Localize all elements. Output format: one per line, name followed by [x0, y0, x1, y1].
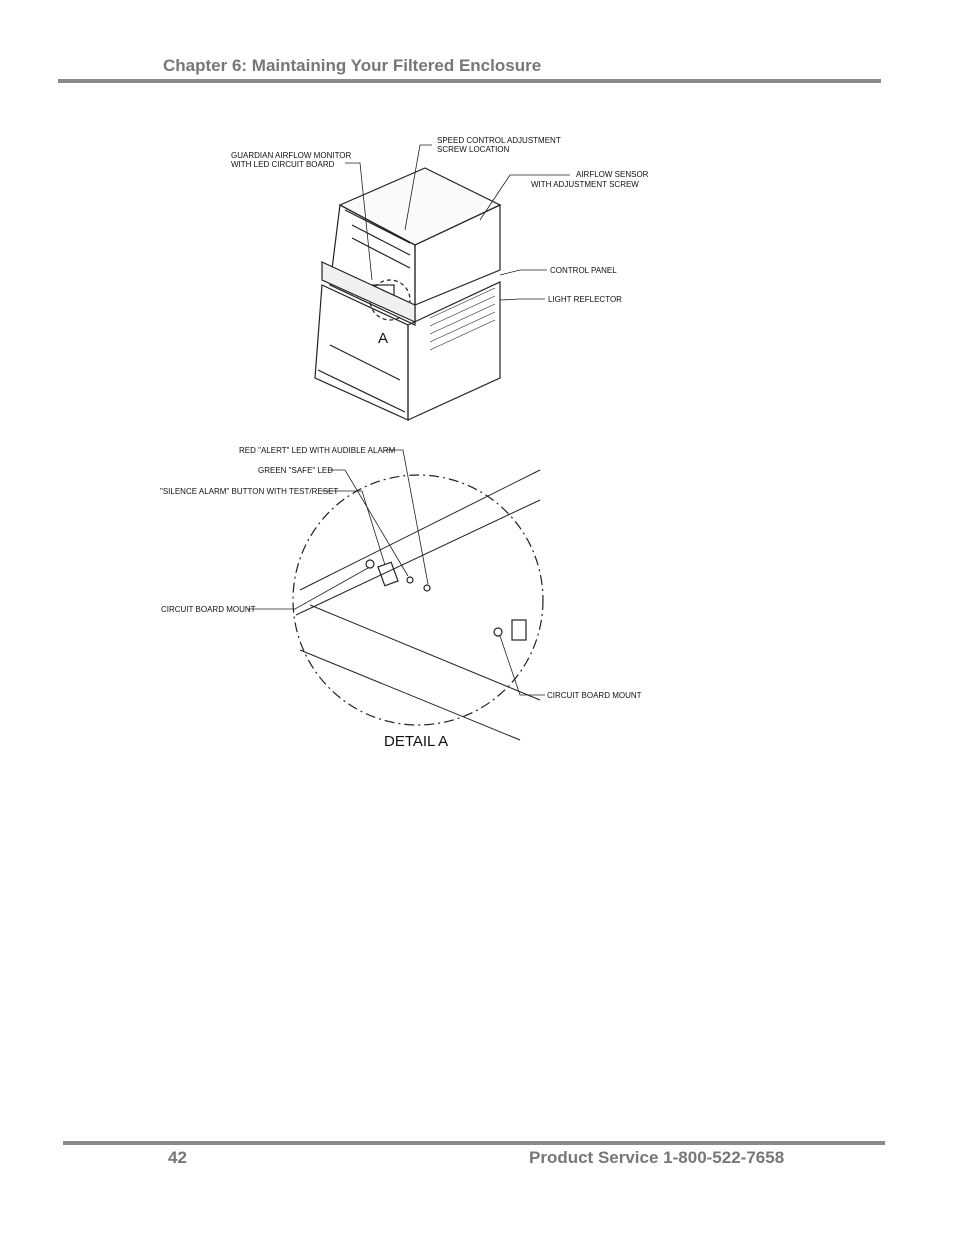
enclosure-top-panel	[340, 168, 500, 245]
footer-rule	[63, 1141, 885, 1145]
label-red-alert: RED "ALERT" LED WITH AUDIBLE ALARM	[239, 446, 396, 455]
label-control-panel: CONTROL PANEL	[550, 266, 617, 275]
label-speed-control-2: SCREW LOCATION	[437, 145, 510, 154]
chapter-title: Chapter 6: Maintaining Your Filtered Enclosure	[163, 56, 542, 75]
green-led-shape	[407, 577, 413, 583]
label-airflow-2: WITH ADJUSTMENT SCREW	[531, 180, 639, 189]
red-led-shape	[424, 585, 430, 591]
silence-button-shape	[378, 562, 398, 586]
label-light-reflector: LIGHT REFLECTOR	[548, 295, 622, 304]
label-green-safe: GREEN "SAFE" LED	[258, 466, 334, 475]
page-number: 42	[168, 1148, 187, 1167]
product-service-phone: Product Service 1-800-522-7658	[529, 1148, 785, 1167]
label-speed-control-1: SPEED CONTROL ADJUSTMENT	[437, 136, 561, 145]
label-guardian-2: WITH LED CIRCUIT BOARD	[231, 160, 335, 169]
detail-marker-a: A	[378, 330, 389, 347]
label-mount-right: CIRCUIT BOARD MOUNT	[547, 691, 642, 700]
label-airflow-1: AIRFLOW SENSOR	[576, 170, 649, 179]
detail-a-circle	[293, 475, 543, 725]
label-guardian-1: GUARDIAN AIRFLOW MONITOR	[231, 151, 352, 160]
label-silence-alarm: "SILENCE ALARM" BUTTON WITH TEST/RESET	[160, 487, 339, 496]
detail-a-title: DETAIL A	[384, 733, 449, 750]
label-mount-left: CIRCUIT BOARD MOUNT	[161, 605, 256, 614]
